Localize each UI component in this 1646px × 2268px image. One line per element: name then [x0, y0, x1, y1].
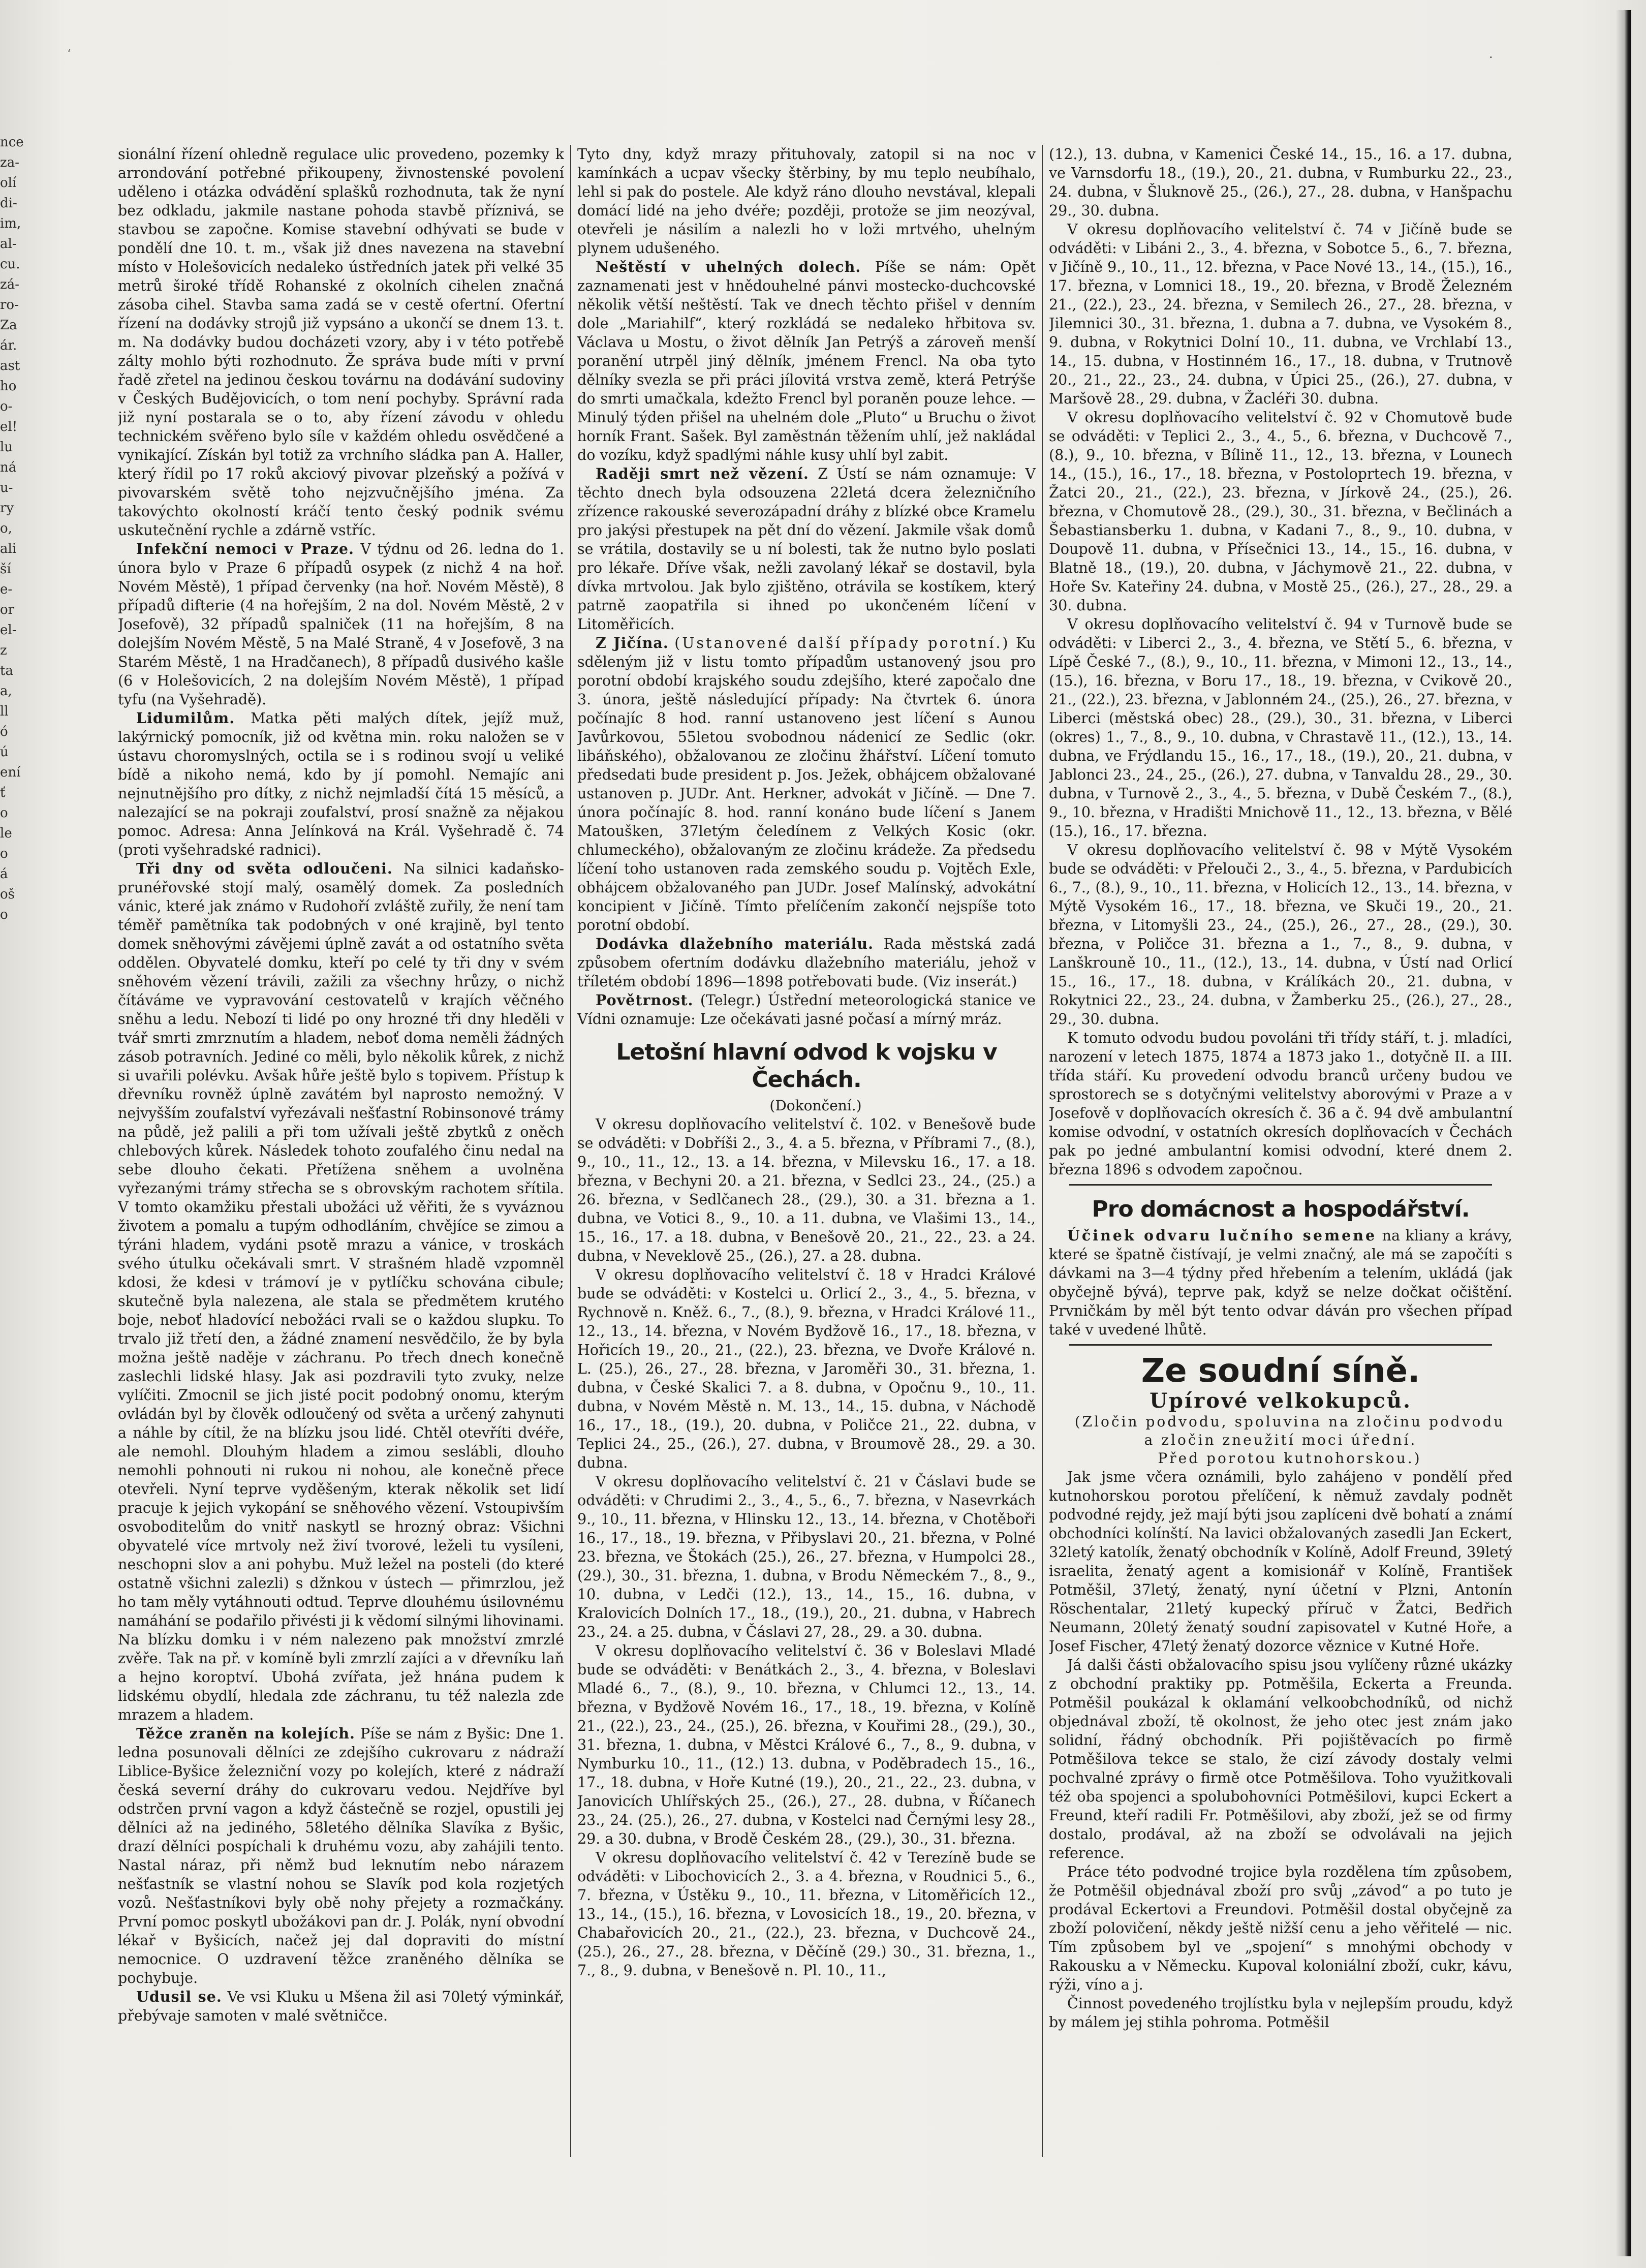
section-heading: Ze soudní síně.: [1141, 1352, 1420, 1390]
article-lead: (Ustanovené další případy porotní.): [674, 635, 1010, 651]
section-subheading: (Dokončení.): [769, 1097, 862, 1114]
strip-fragment: ó: [0, 724, 8, 739]
article-paragraph: Práce této podvodné trojice byla rozdělena tím způsobem, že Potměšil objednával zboží pro svůj „závod“ a po tuto je prodával Eckertovi a Freundovi. Potměšil dostal obyčejně za zboží polovičení, někdy ještě nižší cenu a jeho věřitelé — nic. Tím způsobem byl ve „spojení“ s mnohými obchody v Rakousku a v Německu. Kupoval koloniální zboží, cukr, kávu, rýži, víno a j.: [1049, 1863, 1512, 1993]
article-paragraph: V okresu doplňovacího velitelství č. 21 v Čáslavi bude se odváděti: v Chrudimi 2., 3., 4., 5., 6., 7. března, v Nasevrkách 9., 10., 11. března, v Hlinsku 12., 13., 14. března, v Chotěboři 16., 17., 18., 19. března, v Přibyslavi 20., 21. března, v Polné 23. března, ve Štokách (25.), 26., 27. března, v Humpolci 28., (29.), 30., 31. března, 1. dubna, v Brodu Německém 7., 8., 9., 10. dubna, v Ledči (12.), 13., 14., 15., 16. dubna, v Kralovicích Dolních 17., 18., (19.), 20., 21. dubna, v Habrech 23., 24. a 25. dubna, v Čáslavi 27, 28., 29. a 30. dubna.: [577, 1473, 1036, 1640]
article-paragraph: V okresu doplňovacího velitelství č. 18 v Hradci Králové bude se odváděti: v Kostelci u. Orlicí 2., 3., 4., 5. března, v Rychnově n. Kněž. 6., 7., (8.), 9. března, v Hradci Králové 11., 12., 13., 14. března, v Novém Bydžově 16., 17., 18. března, v Hořicích 19., 20., 21., (22.), 23. března, ve Dvoře Králové n. L. (25.), 26., 27., 28. března, v Jaroměři 30., 31. března, 1. dubna, v České Skalici 7. a 8. dubna, v Opočnu 9., 10., 11. dubna, v Novém Městě n. M. 13., 14., 15. dubna, v Náchodě 16., 17., 18., (19.), 20. dubna, v Poličce 21., 22. dubna, v Teplici 24., 25., (26.), 27. dubna, v Broumově 28., 29. a 30. dubna.: [577, 1266, 1036, 1471]
strip-fragment: el-: [0, 623, 17, 638]
strip-fragment: ali: [0, 541, 17, 556]
strip-fragment: lu: [0, 440, 13, 455]
strip-fragment: ná: [0, 460, 17, 475]
strip-fragment: o-: [0, 399, 13, 414]
article-text: Ku sděleným již v listu tomto případům ustanovený jsou pro porotní období krajského soudu zdejšího, které započalo dne 3. února, ještě následující případy: Na čtvrtek 6. února počínajíc 8 hod. ranní ustanoveno jest líčení s Aunou Javůrkovou, 55letou svobodnou nádenicí ze Sedlic (okr. libáňského), obžalovanou ze zločinu žhářství. Líčení tomuto předsedati bude president p. Jos. Ježek, obhájcem obžalované ustanoven p. JUDr. Ant. Herkner, advokát v Jičíně. — Dne 7. února počínajíc 8. hod. ranní konáno bude líčení s Janem Matoušken, 37letým čeledínem z Velkých Kosic (okr. chlumeckého), obžalovaným ze zločinu krádeže. Za předsedu líčení toho ustanoven rada zemského soudu p. Vojtěch Exle, obhájcem obžalovaného pan JUDr. Josef Malínský, advokátní koncipient v Jičíně. Tímto přelíčením zakončí nejspíše toto porotní období.: [577, 635, 1036, 934]
article-paragraph: K tomuto odvodu budou povoláni tři třídy stáří, t. j. mladíci, narození v letech 1875, 1874 a 1873 jako 1., dotyčně II. a III. třída stáří. Ku provedení odvodu branců určeny budou ve sprostorech se s dotyčnými velitelstvy aborovými v Praze a v Josefově v doplňovacích okresích č. 36 a č. 94 dvě ambulantní komise odvodní, v ostatních okresích doplňovacích v Čechách pak po jedné ambulantní komisi odvodní, které dnem 2. března 1896 s odvodem započnou.: [1049, 1030, 1512, 1178]
section-divider: [1069, 1344, 1492, 1346]
strip-fragment: zá-: [0, 277, 19, 292]
article-heading: Tři dny od světa odloučeni.: [136, 860, 393, 877]
strip-fragment: nce: [0, 135, 24, 150]
article-heading: Těžce zraněn na kolejích.: [136, 1725, 355, 1742]
article-text: Rada městská zadá způsobem ofertním dodávku dlažebního materiálu, jehož v tříletém období 1896—1898 potřebovati bude. (Viz inserát.): [577, 936, 1036, 990]
strip-fragment: le: [0, 826, 12, 841]
article-text: Matka pěti malých dítek, jejíž muž, lakýrnický pomocník, již od května min. roku naložen se v ústavu choromyslných, octila se i s rodinou svojí u veliké bídě a nikoho nemá, kdo by jí pomohl. Nemajíc ani nejnutnějšího pro dítky, z nichž nejmladší čítá 15 měsíců, a nalezající se na pokraji zoufalství, prosí snažně za nějakou pomoc. Adresa: Anna Jelínková na Král. Vyšehradě č. 74 (proti vyšehradské radnici).: [118, 710, 564, 858]
strip-fragment: ší: [0, 562, 11, 577]
article-text: (Telegr.) Ústřední meteorologická stanice ve Vídni oznamuje: Lze očekávati jasné počasí a mírný mráz.: [577, 992, 1036, 1028]
strip-fragment: z: [0, 643, 7, 658]
article-paragraph: V okresu doplňovacího velitelství č. 102. v Benešově bude se odváděti: v Dobříši 2., 3., 4. a 5. března, v Příbrami 7., (8.), 9., 10., 11., 12., 13. a 14. března, v Milevsku 16., 17. a 18. března, v Bechyni 20. a 21. března, v Sedlci 23., 24., (25.) a 26. března, v Sedlčanech 28., (29.), 30. a 31. března a 1. dubna, ve Votici 8., 9., 10. a 11. dubna, ve Vlašimi 13., 14., 15., 16., 17. a 18. dubna, v Benešově 20., 21., 22., 23. a 24. dubna, v Neveklově 25., (26.), 27. a 28. dubna.: [577, 1116, 1036, 1264]
article-paragraph: [577, 258, 1036, 464]
article-title: Upírové velkokupců.: [1150, 1389, 1412, 1413]
strip-fragment: ast: [0, 358, 20, 374]
strip-fragment: ta: [0, 663, 13, 678]
strip-fragment: el!: [0, 419, 18, 434]
strip-fragment: or: [0, 602, 15, 617]
strip-fragment: ry: [0, 501, 14, 516]
corner-mark-left: ‘: [67, 47, 71, 61]
article-text: Ve vsi Kluku u Mšena žil asi 70letý výminkář, přebývaje samoten v malé světničce.: [118, 1989, 564, 2024]
strip-fragment: al-: [0, 236, 17, 252]
article-heading: Neštěstí v uhelných dolech.: [596, 258, 861, 275]
page-edge-shadow: [1616, 10, 1631, 2256]
article-paragraph: Činnost povedeného trojlístku byla v nejlepším proudu, když by málem jej stihla pohroma. Potměšil: [1049, 1995, 1512, 2031]
adjacent-page-strip: [0, 132, 32, 2114]
article-paragraph: Já dalši části obžalovacího spisu jsou vylíčeny různé ukázky z obchodní praktiky pp. Potměšila, Eckerta a Freunda. Potměšil poukázal k oklamání velkoobchodníků, od nichž objednával zboží, tě okolnost, že jeho otec jest znám jako solidní, řádný obchodník. Při pojištěvacích po firmě Potměšilova tekce se stalo, že cizí závody dostaly velmi pochvalné zprávy o firmě otce Potměšilova. Toho využitkovali též oba spojenci a spolubohovníci Potměšilovi, kupci Eckert a Freund, kteří radili Fr. Potměšilovi, aby zboží, jež se od firmy dostalo, prodával, až na zboží se odvolávali na jejich reference.: [1049, 1657, 1512, 1861]
article-text: V týdnu od 26. ledna do 1. února bylo v Praze 6 případů osypek (z nichž 4 na hoř. Novém Městě), 1 případ červenky (na hoř. Novém Městě), 8 případů difterie (4 na hořejším, 2 na dol. Novém Městě, 2 v Josefově), 32 případů spalniček (11 na hořejším, 8 na dolejším Novém Městě, 5 na Malé Straně, 4 v Josefově, 3 na Starém Městě, 1 na Hradčanech), 8 případů dusivého kašle (6 v Holešovicích, 2 na dolejším Novém Městě), 1 případ tyfu (na Vyšehradě).: [118, 541, 564, 708]
strip-fragment: olí: [0, 175, 17, 191]
article-paragraph: V okresu doplňovacího velitelství č. 42 v Terezíně bude se odváděti: v Libochovicích 2., 3. a 4. března, v Roudnici 5., 6., 7. března, v Ústěku 9., 10., 11. března, v Litoměřicích 12., 13., 14., (15.), 16. března, v Lovosicích 18., 19., 20. března, v Chabařovicích 20., 21., (22.), 23. března, v Duchcově 24., (25.), 26., 27., 28. března, v Děčíně (29.) 30., 31. března, 1., 7., 8., 9. dubna, v Benešově n. Pl. 10., 11.,: [577, 1849, 1036, 1979]
column-1: [118, 145, 564, 2193]
strip-fragment: za-: [0, 155, 19, 170]
strip-fragment: di-: [0, 196, 17, 211]
strip-fragment: Za: [0, 318, 17, 333]
article-heading: Infekční nemoci v Praze.: [136, 540, 354, 557]
article-paragraph: [118, 540, 564, 709]
article-paragraph: V okresu doplňovacího velitelství č. 94 v Turnově bude se odváděti: v Liberci 2., 3., 4. března, ve Stětí 5., 6. března, v Lípě České 7., (8.), 9., 10., 11. března, v Mimoni 12., 13., 14., (15.), 16. března, v Boru 17., 18., 19. března, v Cvikově 20., 21., (22.), 23. března, v Jablonném 24., (25.), 26., 27. března, v Liberci (městská obec) 28., (29.), 30., 31. března, v Liberci (okres) 1., 7., 8., 9., 10. dubna, v Chrastavě 11., (12.), 13., 14. dubna, ve Frýdlandu 15., 16., 17., 18., (19.), 20., 21. dubna, v Jablonci 23., 24., 25., (26.), 27. dubna, v Tanvaldu 28., 29., 30. dubna, v Turnově 2., 3., 4., 5. března, v Dubě Českém 7., (8.), 9., 10. března, v Hradišti Mnichově 11., 12., 13. března, v Bělé (15.), 16., 17. března.: [1049, 616, 1512, 840]
section-heading: Letošní hlavní odvod k vojsku v Čechách.: [616, 1039, 997, 1093]
strip-fragment: oš: [0, 887, 15, 902]
article-paragraph: [577, 935, 1036, 991]
strip-fragment: ení: [0, 765, 21, 780]
article-paragraph: [118, 859, 564, 1724]
strip-fragment: ú: [0, 744, 9, 760]
column-rule: [1042, 145, 1043, 2157]
article-paragraph: V okresu doplňovacího velitelství č. 98 v Mýtě Vysokém bude se odváděti: v Přelouči 2., 3., 4., 5. března, v Pardubicích 6., 7., (8.), 9., 10., 11. března, v Holicích 12., 13., 14. března, v Mýtě Vysokém 16., 17., 18. března, ve Skuči 19., 20., 21. března, v Litomyšli 23., 24., (25.), 26., 27., 28., (29.), 30. března, v Poličce 31. března a 1., 7., 8., 9. dubna, v Lanškrouně 10., 11., (12.), 13., 14. dubna, v Ústí nad Orlicí 15., 16., 17., 18. dubna, v Králíkách 20., 21. dubna, v Rokytnici 22., 23., 24. dubna, v Žamberku 25., (26.), 27., 28., 29., 30. dubna.: [1049, 842, 1512, 1028]
article-text: Píše se nám z Byšic: Dne 1. ledna posunovali dělníci ze zdejšího cukrovaru z nádraží Liblice-Byšice železniční vozy po kolejích, které z nádraží česká severní dráhy do cukrovaru vedou. Nejdříve byl odstrčen první vagon a když částečně se rozjel, opustili jej dělníci až na jediného, 58letého dělníka Slavíka z Byšic, drazí dělníci pospíchali k druhému vozu, aby zahájili tento. Nastal náraz, při němž bud leknutím nebo nárazem nešťastník se vlastní nohou se Slavík pod kola rozjetých vozů. Nešťastníkovi byly obě nohy přejety a rozmačkány. První pomoc poskytl ubožákovi pan dr. J. Polák, nyní obvodní lékař v Byšicích, načež jej dal dopraviti do místní nemocnice. O uzdravení těžce zraněného dělníka se pochybuje.: [118, 1725, 564, 1986]
article-heading: Dodávka dlažebního materiálu.: [596, 935, 874, 952]
article-paragraph: Tyto dny, když mrazy přituhovaly, zatopil si na noc v kamínkách a ucpav všecky štěrbiny, by mu teplo neubíhalo, lehl si pak do postele. Ale když ráno dlouho nevstával, klepali domácí lidé na jeho dvéře; později, protože se jim neozýval, otevřeli je násilím a nalezli ho v loži mrtvého, uhelným plynem udušeného.: [577, 146, 1036, 257]
column-3: [1049, 145, 1512, 2193]
article-lead: Účinek odvaru lučního semene: [1067, 1227, 1377, 1244]
strip-fragment: o: [0, 805, 8, 821]
article-paragraph: [577, 634, 1036, 935]
article-subtitle: Před porotou kutnohorskou.): [1158, 1450, 1422, 1467]
section-heading: Pro domácnost a hospodářství.: [1092, 1196, 1470, 1222]
column-rule: [570, 145, 571, 2157]
strip-fragment: ll: [0, 704, 9, 719]
strip-fragment: e-: [0, 582, 13, 597]
article-text: Z Ústí se nám oznamuje: V těchto dnech byla odsouzena 22letá dcera železničního zřízence rakouské severozápadní dráhy z blízké obce Kramelu pro jakýsi přestupek na pět dní do vězení. Jakmile však domů se vrátila, dostavily se u ní bolesti, tak že nutno bylo poslati pro lékaře. Dříve však, nežli zavolaný lékař se dostavil, byla dívka mrtvolou. Jak bylo zjištěno, otrávila se kostíkem, který patrně zaopatřila si ihned po ukončeném líčení v Litoměřicích.: [577, 465, 1036, 633]
strip-fragment: o: [0, 907, 8, 922]
column-2: [577, 145, 1036, 2193]
article-heading: Lidumilům.: [136, 709, 235, 727]
strip-fragment: ho: [0, 379, 17, 394]
article-paragraph: [118, 1724, 564, 1987]
article-heading: Povětrnost.: [596, 991, 694, 1009]
strip-fragment: a,: [0, 683, 12, 699]
strip-fragment: o: [0, 846, 8, 861]
article-paragraph: V okresu doplňovacího velitelství č. 74 v Jičíně bude se odváděti: v Libáni 2., 3., 4. března, v Sobotce 5., 6., 7. března, v Jičíně 9., 10., 11., 12. března, v Pace Nové 13., 14., (15.), 16., 17. března, v Lomnici 18., 19., 20. března, v Brodě Železném 21., (22.), 23., 24. března, v Semilech 26., 27., 28. března, v Jilemnici 30., 31. března, 1. dubna a 7. dubna, ve Vysokém 8., 9. dubna, v Rokytnici Dolní 10., 11. dubna, ve Vrchlabí 13., 14., 15. dubna, v Hostinném 16., 17., 18. dubna, v Trutnově 20., 21., 22., 23., 24. dubna, v Úpici 25., (26.), 27. dubna, v Maršově 28., 29. dubna, v Žacléři 30. dubna.: [1049, 221, 1512, 407]
strip-fragment: á: [0, 866, 8, 882]
article-paragraph: [118, 709, 564, 859]
section-divider: [1069, 1184, 1492, 1186]
article-text: na kliany a krávy, které se špatně čistívají, je velmi značný, ale má se započíti s dávkami na 3—4 týdny před hřebením a telením, ukládá (jak obyčejně bývá), teprve pak, když se nelze dočkat očištění. Prvničkám by měl být tento odvar dáván pro všechen případ také v uvedené lhůtě.: [1049, 1227, 1512, 1338]
article-heading: Udusil se.: [136, 1988, 222, 2005]
article-subtitle: (Zločin podvodu, spoluvina na zločinu podvodu a zločin zneužití moci úřední.: [1074, 1413, 1505, 1448]
article-paragraph: V okresu doplňovacího velitelství č. 36 v Boleslavi Mladé bude se odváděti: v Benátkách 2., 3., 4. března, v Boleslavi Mladé 6., 7., (8.), 9., 10. března, v Chlumci 12., 13., 14. března, v Bydžově Novém 16., 17., 18., 19. března, v Kolíně 21., (22.), 23., 24., (25.), 26. března, v Kouřimi 28., (29.), 30., 31. března, 1. dubna, v Městci Králové 6., 7., 8., 9. dubna, v Nymburku 10., 11., (12.) 13. dubna, v Poděbradech 15., 16., 17., 18. dubna, v Hoře Kutné (19.), 20., 21., 22., 23. dubna, v Janovicích Uhlířských 25., (26.), 27., 28. dubna, v Říčanech 23., 24. (25.), 26., 27. dubna, v Kostelci nad Černými lesy 28., 29. a 30. dubna, v Brodě Českém 28., (29.), 30., 31. března.: [577, 1642, 1036, 1847]
article-paragraph: [118, 1987, 564, 2025]
strip-fragment: ro-: [0, 297, 19, 313]
article-paragraph: [577, 464, 1036, 634]
article-paragraph: sionální řízení ohledně regulace ulic provedeno, pozemky k arrondování potřebné přikoupeny, živnostenské povolení uděleno i otázka odvádění splašků rozhodnuta, tak že nyní bez odkladu, jakmile nastane pohoda stavbě příznivá, se stavbou se započne. Komise stavební odhývati se bude v pondělí dne 10. t. m., však již dnes navezena na stavební místo v Holešovicích nedaleko ústředních jatek při velké 35 metrů široké třídě Rohanské z okolních cihelen značná zásoba cihel. Stavba sama zadá se v cestě ofertní. Ofertní řízení na dodávky strojů již vypsáno a ukončí se dnem 13. t. m. Na dodávky budou docházeti vzory, aby i v této potřebě zálty mohlo býti rozhodnuto. Že správa bude míti v první řadě zřetel na jedinou českou továrnu na dodávání sudoviny v Českých Budějovicích, o tom není pochyby. Správní rada již nyní postarala se o to, aby řízení závodu v ohledu technickém svěřeno bylo síle v každém ohledu osvědčené a vynikající. Získán byl totiž za vrchního sládka pan A. Haller, který řídil po 17 roků akciový pivovar plzeňský a požívá v pivovarském světě toho nejzvučnějšího jména. Za takovýchto okolností kráčí tento český podnik svému uskutečnění rychle a zdárně vstříc.: [118, 146, 564, 539]
corner-mark-right: .: [1489, 47, 1493, 61]
strip-fragment: u-: [0, 480, 13, 495]
article-text: Píše se nám: Opět zaznamenati jest v hnědouhelné pánvi mostecko-duchcovské několik větší neštěstí. Tak ve dnech těchto přišel v denním dole „Mariahilf“, který rozkládá se nedaleko hřbitova sv. Václava u Mostu, o život dělník Jan Petrýš a zároveň menší poranění utrpěl jiný dělník, jménem Frencl. Na oba tyto dělníky svezla se při práci jílovitá vrstva země, která Petrýše do smrti umačkala, kdežto Frencl byl poraněn pouze lehce. — Minulý týden přišel na uhelném dole „Pluto“ u Bruchu o život horník Frant. Sašek. Byl zaměstnán těžením uhlí, jež nakládal do vozíku, když spadlými náhle kusy uhlí byl zabit.: [577, 259, 1036, 463]
article-paragraph: Jak jsme včera oznámili, bylo zahájeno v pondělí před kutnohorskou porotou přelíčení, k němuž zavdaly podnět podvodné rejdy, jež mají býti jsou zaplíceni dvě bohatí a známí obchodníci kolínští. Na lavici obžalovaných zasedli Jan Eckert, 32letý katolík, ženatý obchodník v Kolíně, Adolf Freund, 39letý israelita, ženatý agent a komisionář v Kolíně, František Potměšil, 37letý, ženatý, nyní účetní v Plzni, Antonín Röschentalar, 21letý kupecký příruč v Žatci, Bedřich Neumann, 20letý ženatý soudní zapisovatel v Kutné Hoře, a Josef Fischer, 47letý ženatý dozorce věznice v Kutné Hoře.: [1049, 1469, 1512, 1655]
strip-fragment: ár.: [0, 338, 17, 353]
strip-fragment: o,: [0, 521, 12, 536]
strip-fragment: ť: [0, 785, 6, 800]
article-paragraph: (12.), 13. dubna, v Kamenici České 14., 15., 16. a 17. dubna, ve Varnsdorfu 18., (19.), 20., 21. dubna, v Rumburku 22., 23., 24. dubna, v Šluknově 25., (26.), 27., 28. dubna, v Hanšpachu 29., 30. dubna.: [1049, 146, 1512, 219]
article-paragraph: [577, 991, 1036, 1029]
article-paragraph: [1049, 1226, 1512, 1339]
article-heading: Z Jičína.: [596, 634, 669, 651]
article-heading: Raději smrt než vězení.: [596, 465, 809, 482]
strip-fragment: cu.: [0, 257, 20, 272]
strip-fragment: im,: [0, 216, 21, 231]
article-paragraph: V okresu doplňovacího velitelství č. 92 v Chomutově bude se odváděti: v Teplici 2., 3., 4., 5., 6. března, v Duchcově 7., (8.), 9., 10. března, v Bílině 11., 12., 13. března, v Lounech 14., (15.), 16., 17., 18. března, v Postoloprtech 19. března, v Žatci 20., 21., (22.), 23. března, v Jírkově 24., (25.), 26. března, v Chomutově 28., (29.), 30., 31. března, v Bečlinách a Šebastiansberku 1. dubna, v Kadani 7., 8., 9., 10. dubna, v Doupově 11. dubna, v Přísečnici 13., 14., 15., 16. dubna, v Blatně 18., (19.), 20. dubna, v Jáchymově 21., 22. dubna, v Hoře Sv. Kateřiny 24. dubna, v Mostě 25., (26.), 27., 28., 29. a 30. dubna.: [1049, 409, 1512, 614]
article-text: Na silnici kadaňsko-prunéřovské stojí malý, osamělý domek. Za posledních vánic, které jak známo v Rudohoří zvláště zuřily, že není tam téměř pamětníka tak podobných v oné krajině, byl tento domek sněhovými závějemi úplně zavát a od ostatního světa oddělen. Obyvatelé domku, kteří po celé ty tři dny v svém sněhovém vězení trávili, zažili za všechny hrůzy, o nichž čítáváme ve vypravování cestovatelů v krajích věčného sněhu a ledu. Nebozí ti lidé po ony hrozné tři dny hleděli v tvář smrti zmrznutím a hladem, neboť doma neměli žádných zásob potravních. Jediné co měli, bylo několik kůrek, z nichž si uvařili polévku. Avšak hůře ještě bylo s topivem. Přístup k dřevníku rovněž úplně zavátém byl naprosto nemožný. V nejvyšším zoufalství vyřezávali nešťastní Robinsonové trámy na půdě, jež palili a při tom užívali ještě zbytků z oněch chlebových kůrek. Následek tohoto zoufalého činu nedal na sebe dlouho čekati. Přetížena sněhem a uvolněna vyřezanými trámy střecha se s obrovským rachotem sřítila. V tomto okamžiku přestali ubožáci už věřiti, že s vyváznou životem a pomalu a tupým odhodláním, chvějíce se zimou a týráni hladem, vydáni psotě mrazu a vánice, v troskách svého útulku očekávali smrt. V strašném hladě vzpomněl kdosi, že kdesi v trámoví je v pytlíčku schována cibule; skutečně byla nalezena, ale stala se předmětem krutého boje, neboť hladovící nebožáci rvali se o každou slupku. To trvalo již třetí den, a žádné znamení nesvědčilo, že by byla možna ještě naděje v záchranu. Po třech dnech konečně zaslechli lidské hlasy. Jak asi pozdravili tyto zvuky, nelze vylíčiti. Zmocnil se jich jisté pocit podobný onomu, kterým ovládán byl by člověk odloučený od světa a určený zahynuti a náhle by cítil, že na blízku jsou lidé. Chtěl otevříti dvéře, ale nemohl. Dlouhým hladem a zimou seslábli, dlouho nemohli pohnouti ni rukou ni nohou, ale konečně přece otevřeli. Nyní teprve vyděšeným, kterak několik set lidí pracuje k jejich vykopání se sněhového vězení. Vstoupivším osvoboditelům do vnitř naskytl se hrozný obraz: Všichni obyvatelé více mrtvoly než živí tvorové, leželi tu vysíleni, neschopni slov a ani pohybu. Muž ležel na posteli (do které ostatně všichni zalezli) s džnkou v ústech — přimrzlou, jež ho tam měly vytáhnouti odtud. Teprve dlouhému úsilovnému namáhání se podařilo přivésti ji k vědomí silnými lihovinami. Na blízku domku i v ném nalezeno pak množství zmrzlé zvěře. Tak na př. v komíně byli zmrzlí zajíci a v dřevníku laň a hejno koroptví. Ubohá zvířata, jež hnána pudem k lidskému obydlí, hledala zde záchranu, tu též nalezla zde mrazem a hladem.: [118, 860, 564, 1723]
